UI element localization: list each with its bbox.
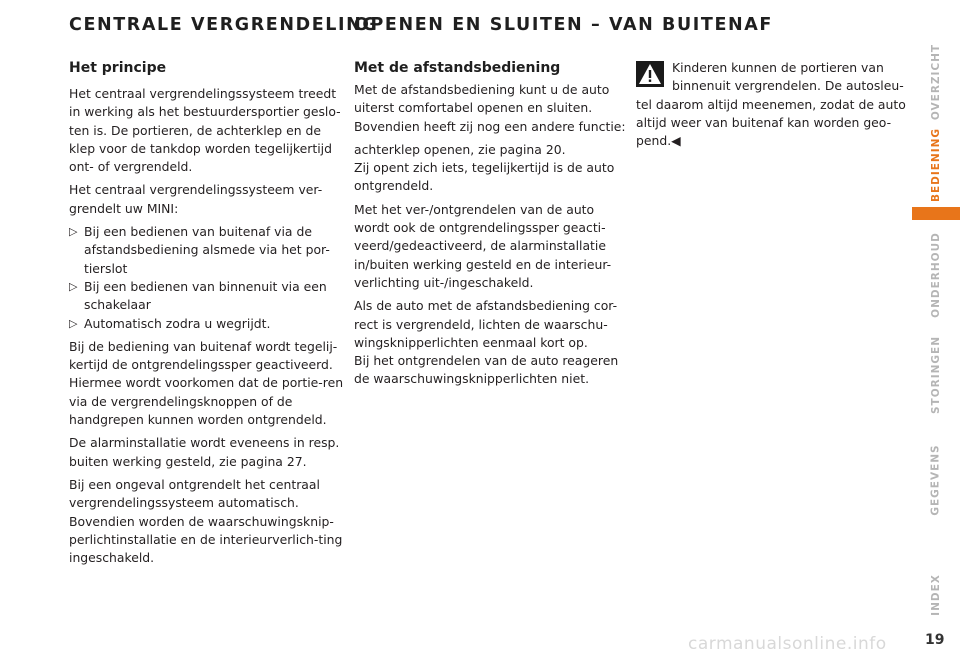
paragraph-tailgate-open: achterklep openen, zie pagina 20. — [354, 141, 566, 157]
paragraph-remote-intro: Met de afstandsbediening kunt u de auto uiterst comfortabel openen en sluiten. Bovendien heeft zij nog een andere functie: — [354, 82, 626, 134]
bullet-mark-icon: ▷ — [69, 316, 78, 330]
watermark: carmanualsonline.info — [688, 634, 887, 654]
tab-bediening[interactable]: BEDIENING — [930, 127, 943, 203]
paragraph-alarm-system: De alarminstallatie wordt eveneens in resp. buiten werking gesteld, zie pagina 27. — [69, 435, 340, 469]
tab-overzicht[interactable]: OVERZICHT — [930, 43, 942, 121]
section-title-central-locking: CENTRALE VERGRENDELING — [69, 15, 379, 35]
warning-triangle-icon — [636, 61, 664, 87]
active-tab-indicator — [912, 207, 960, 220]
page-number: 19 — [925, 632, 945, 648]
paragraph-principle-intro: Het centraal vergrendelingssysteem treedt in werking als het bestuurdersportier geslo-ten is. De portieren, de achterklep en de klep voor de tankdop worden tegelijkertijd ont- of vergrendeld. — [69, 86, 341, 175]
bullet-mark-icon: ▷ — [69, 225, 78, 239]
paragraph-tailgate-detail: Zij opent zich iets, tegelijkertijd is de auto ontgrendeld. — [354, 160, 615, 194]
paragraph-locks-your-mini: Het centraal vergrendelingssysteem ver-grendelt uw MINI: — [69, 182, 323, 216]
bullet-automatic-driving: ▷ Automatisch zodra u wegrijdt. — [69, 315, 345, 333]
bullet-mark-icon: ▷ — [69, 279, 78, 293]
column-warning — [636, 59, 908, 150]
section-title-opening-closing: OPENEN EN SLUITEN – VAN BUITENAF — [354, 15, 773, 35]
tab-storingen[interactable]: STORINGEN — [930, 335, 943, 415]
tab-index[interactable]: INDEX — [930, 574, 942, 616]
column-principle — [69, 59, 345, 567]
paragraph-hazard-flash: Als de auto met de afstandsbediening cor-rect is vergrendeld, lichten de waarschu-wingsknipperlichten eenmaal kort op. — [354, 298, 618, 350]
paragraph-accident-unlock: Bij een ongeval ontgrendelt het centraal vergrendelingssysteem automatisch. Bovendien worden de waarschuwingsknip-perlichtinstallatie en de interieurverlich-ting ingeschakeld. — [69, 476, 343, 566]
bullet-remote-and-door-lock: ▷ Bij een bedienen van buitenaf via de afstandsbediening alsmede via het por-tierslot — [69, 224, 330, 276]
heading-principle: Het principe — [69, 60, 167, 76]
chapter-sidebar — [912, 0, 960, 663]
paragraph-unlock-barrier: Bij de bediening van buitenaf wordt tegelij-kertijd de ontgrendelingssper geactiveerd. Hiermee wordt voorkomen dat de portie-ren via de vergrendelingsknoppen of de handgrepen kunnen worden ontgrendeld. — [69, 338, 344, 428]
paragraph-child-lock-warning: Kinderen kunnen de portieren van binnenuit vergrendelen. De autosleu-tel daarom altijd meenemen, zodat de auto altijd weer van buitenaf kan worden geo-pend.◀ — [636, 60, 906, 149]
heading-remote-control: Met de afstandsbediening — [354, 60, 561, 76]
paragraph-lock-unlock-effects: Met het ver-/ontgrendelen van de auto wordt ook de ontgrendelingssper geacti-veerd/gedeactiveerd, de alarminstallatie in/buiten werking gesteld en de interieur-verlichting uit-/ingeschakeld. — [354, 201, 612, 290]
bullet-switch-inside: ▷ Bij een bedienen van binnenuit via een schakelaar — [69, 278, 327, 313]
tab-gegevens[interactable]: GEGEVENS — [930, 444, 943, 516]
column-remote-control — [354, 59, 628, 389]
paragraph-no-flash-unlock: Bij het ontgrendelen van de auto reageren de waarschuwingsknipperlichten niet. — [354, 353, 619, 387]
tab-onderhoud[interactable]: ONDERHOUD — [930, 232, 942, 318]
